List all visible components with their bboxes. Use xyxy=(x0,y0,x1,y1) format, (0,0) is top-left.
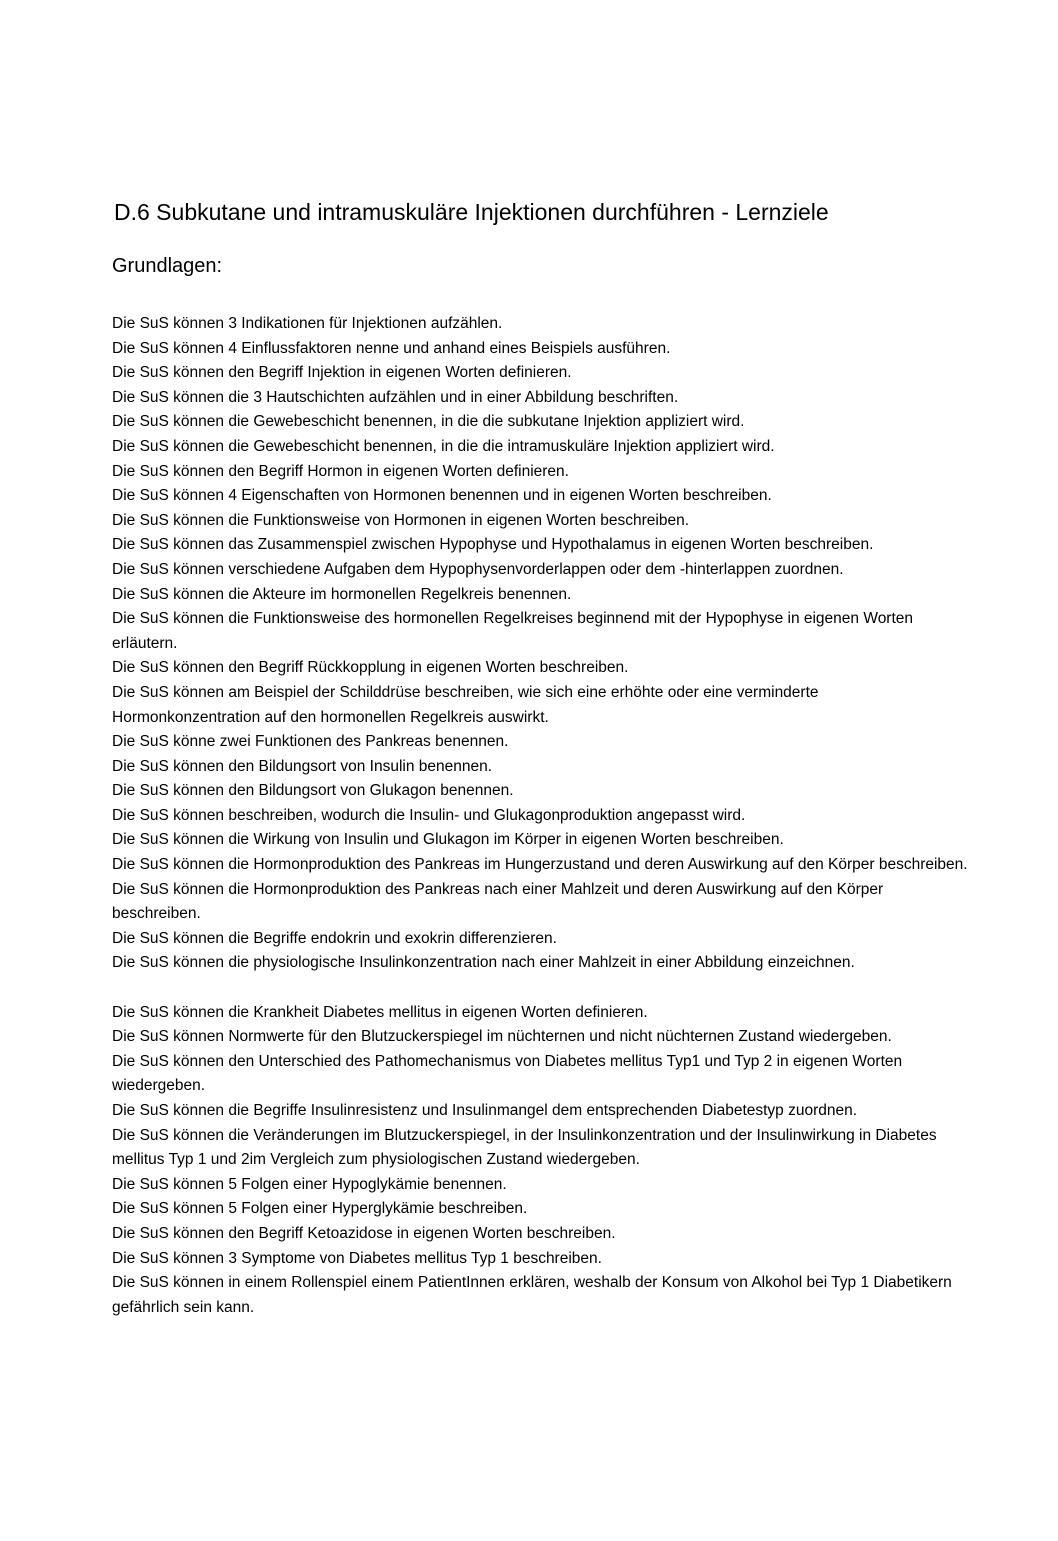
learning-goal: Die SuS können das Zusammenspiel zwischen Hypophyse und Hypothalamus in eigenen Worten beschreiben. xyxy=(112,536,874,554)
learning-goal: Die SuS können 4 Eigenschaften von Hormonen benennen und in eigenen Worten beschreiben. xyxy=(112,487,772,505)
learning-goal: Die SuS können 4 Einflussfaktoren nenne und anhand eines Beispiels ausführen. xyxy=(112,339,671,357)
learning-goals-list xyxy=(112,312,968,1320)
learning-goal: Die SuS können den Begriff Injektion in eigenen Worten definieren. xyxy=(112,364,572,382)
section-heading: Grundlagen: xyxy=(112,255,223,277)
learning-goal: Die SuS können den Begriff Rückkopplung in eigenen Worten beschreiben. xyxy=(112,659,629,677)
learning-goal: Die SuS können den Begriff Ketoazidose in eigenen Worten beschreiben. xyxy=(112,1224,616,1242)
learning-goal: Die SuS können die Gewebeschicht benennen, in die die subkutane Injektion appliziert wird. xyxy=(112,413,745,431)
learning-goal: Die SuS können die Veränderungen im Blutzuckerspiegel, in der Insulinkonzentration und der Insulinwirkung in Diabetes mellitus Typ 1 und 2im Vergleich zum physiologischen Zustand wiedergeben. xyxy=(112,1126,937,1169)
learning-goal: Die SuS können den Bildungsort von Insulin benennen. xyxy=(112,757,493,775)
learning-goal: Die SuS können 5 Folgen einer Hypoglykämie benennen. xyxy=(112,1175,507,1193)
learning-goal: Die SuS können den Bildungsort von Glukagon benennen. xyxy=(112,782,514,800)
document-title: D.6 Subkutane und intramuskuläre Injektionen durchführen - Lernziele xyxy=(114,199,829,225)
learning-goal: Die SuS können den Begriff Hormon in eigenen Worten definieren. xyxy=(112,462,569,480)
learning-goal: Die SuS können die Funktionsweise des hormonellen Regelkreises beginnend mit der Hypophyse in eigenen Worten erläutern. xyxy=(112,610,914,652)
learning-goal: Die SuS können die Krankheit Diabetes mellitus in eigenen Worten definieren. xyxy=(112,1003,648,1021)
learning-goal: Die SuS können die Funktionsweise von Hormonen in eigenen Worten beschreiben. xyxy=(112,511,690,529)
learning-goal: Die SuS können die Begriffe endokrin und exokrin differenzieren. xyxy=(112,929,557,947)
learning-goal: Die SuS können verschiedene Aufgaben dem Hypophysenvorderlappen oder dem -hinterlappen zuordnen. xyxy=(112,560,844,578)
learning-goal: Die SuS können die Wirkung von Insulin und Glukagon im Körper in eigenen Worten beschreiben. xyxy=(112,831,784,849)
learning-goal: Die SuS können die Akteure im hormonellen Regelkreis benennen. xyxy=(112,585,572,603)
learning-goal: Die SuS können Normwerte für den Blutzuckerspiegel im nüchternen und nicht nüchternen Zustand wiedergeben. xyxy=(112,1028,892,1046)
learning-goal: Die SuS können den Unterschied des Pathomechanismus von Diabetes mellitus Typ1 und Typ 2 in eigenen Worten wiedergeben. xyxy=(112,1052,903,1095)
learning-goal: Die SuS können die Gewebeschicht benennen, in die die intramuskuläre Injektion appliziert wird. xyxy=(112,437,775,455)
learning-goal: Die SuS können die 3 Hautschichten aufzählen und in einer Abbildung beschriften. xyxy=(112,388,679,406)
learning-goal: Die SuS könne zwei Funktionen des Pankreas benennen. xyxy=(112,733,509,751)
learning-goal: Die SuS können in einem Rollenspiel einem PatientInnen erklären, weshalb der Konsum von Alkohol bei Typ 1 Diabetikern gefährlich sein kann. xyxy=(112,1274,952,1316)
learning-goal: Die SuS können die Begriffe Insulinresistenz und Insulinmangel dem entsprechenden Diabetestyp zuordnen. xyxy=(112,1102,858,1119)
learning-goal: Die SuS können 5 Folgen einer Hyperglykämie beschreiben. xyxy=(112,1200,528,1218)
learning-goal: Die SuS können 3 Indikationen für Injektionen aufzählen. xyxy=(112,315,503,332)
learning-goal: Die SuS können die Hormonproduktion des Pankreas im Hungerzustand und deren Auswirkung auf den Körper beschreiben. xyxy=(112,856,968,874)
learning-goal: Die SuS können am Beispiel der Schilddrüse beschreiben, wie sich eine erhöhte oder eine verminderte Hormonkonzentration auf den hormonellen Regelkreis auswirkt. xyxy=(112,683,819,726)
learning-goal: Die SuS können beschreiben, wodurch die Insulin- und Glukagonproduktion angepasst wird. xyxy=(112,806,746,824)
learning-goal: Die SuS können die Hormonproduktion des Pankreas nach einer Mahlzeit und deren Auswirkung auf den Körper beschreiben. xyxy=(112,880,884,923)
learning-goal: Die SuS können 3 Symptome von Diabetes mellitus Typ 1 beschreiben. xyxy=(112,1249,602,1267)
learning-goal: Die SuS können die physiologische Insulinkonzentration nach einer Mahlzeit in einer Abbildung einzeichnen. xyxy=(112,954,855,972)
